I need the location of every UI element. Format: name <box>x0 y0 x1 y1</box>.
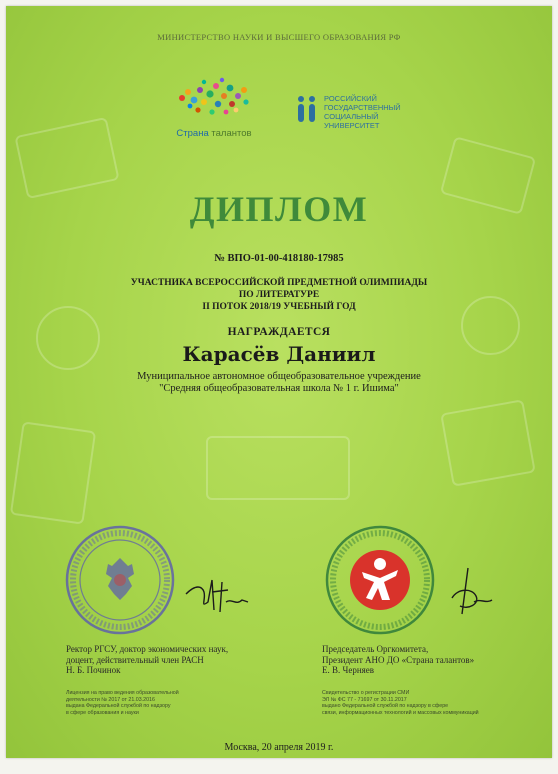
rector-signature <box>182 572 252 616</box>
license-text: Лицензия на право ведения образовательной деятельности № 2017 от 21.03.2016 выдана Федеральной службой по надзору в сфере образования и науки <box>66 690 179 716</box>
olympiad-description: УЧАСТНИКА ВСЕРОССИЙСКОЙ ПРЕДМЕТНОЙ ОЛИМПИАДЫ ПО ЛИТЕРАТУРЕ II ПОТОК 2018/19 УЧЕБНЫЙ ГОД <box>130 278 428 312</box>
chairman-signature <box>438 562 498 622</box>
organizer-seal <box>324 524 436 636</box>
doodle-book <box>14 117 119 199</box>
rector-block: Ректор РГСУ, доктор экономических наук, доцент, действительный член РАСН Н. Б. Починок <box>66 644 229 675</box>
school-name: Муниципальное автономное общеобразовательное учреждение "Средняя общеобразовательная школа № 1 г. Ишима" <box>137 371 421 394</box>
rgsu-name: РОССИЙСКИЙ ГОСУДАРСТВЕННЫЙ СОЦИАЛЬНЫЙ УНИВЕРСИТЕТ <box>324 94 401 130</box>
media-registration-text: Свидетельство о регистрации СМИ ЭЛ № ФС 77 - 71697 от 30.11.2017 выдано Федеральной службой по надзору в сфере связи, информационных технологий и массовых коммуникаций <box>322 690 479 716</box>
diploma-sheet <box>6 6 552 758</box>
university-seal <box>64 524 176 636</box>
awarded-label: НАГРАЖДАЕТСЯ <box>227 326 331 338</box>
diploma-number: № ВПО-01-00-418180-17985 <box>214 253 344 264</box>
rgsu-logo <box>296 94 401 130</box>
strana-talantov-logo <box>158 74 270 139</box>
rgsu-people-icon <box>296 94 318 124</box>
ministry-header: МИНИСТЕРСТВО НАУКИ И ВЫСШЕГО ОБРАЗОВАНИЯ РФ <box>157 32 401 42</box>
russia-map-dots-icon <box>174 74 254 126</box>
recipient-name: Карасёв Даниил <box>182 342 376 366</box>
doodle-tablet <box>10 421 96 524</box>
issue-date: Москва, 20 апреля 2019 г. <box>224 742 334 753</box>
strana-talantov-label: Страна талантов <box>176 128 252 139</box>
doodle-cup <box>440 399 536 486</box>
chairman-block: Председатель Оргкомитета, Президент АНО ДО «Страна талантов» Е. В. Черняев <box>322 644 475 675</box>
doodle-calculator <box>206 436 350 500</box>
diploma-title: ДИПЛОМ <box>189 189 369 229</box>
